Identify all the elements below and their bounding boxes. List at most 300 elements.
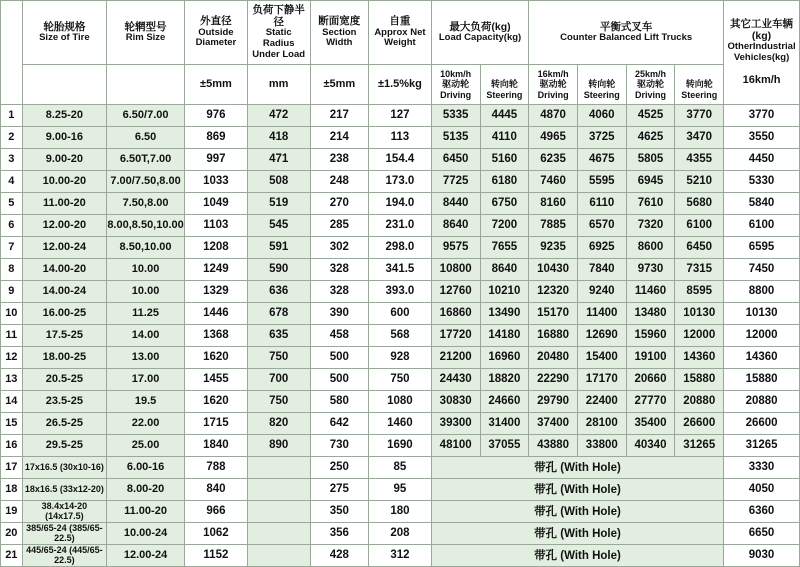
cell-tyre-size: 17x16.5 (30x10-16) — [22, 456, 106, 478]
cell-load-16-steering: 17170 — [577, 368, 626, 390]
cell-section-width: 730 — [310, 434, 368, 456]
cell-load-16-driving: 10430 — [529, 258, 578, 280]
cell-load-10-driving: 6450 — [431, 148, 480, 170]
header-rim-size: 轮辋型号 Rim Size — [107, 1, 185, 65]
row-index: 14 — [1, 390, 23, 412]
cell-load-10-steering: 4110 — [480, 126, 529, 148]
cell-section-width: 238 — [310, 148, 368, 170]
table-row — [1, 478, 800, 500]
cell-rim-size: 11.25 — [107, 302, 185, 324]
cell-load-25-steering: 14360 — [675, 346, 724, 368]
cell-outside-diameter: 840 — [185, 478, 248, 500]
cell-section-width: 270 — [310, 192, 368, 214]
row-index: 9 — [1, 280, 23, 302]
cell-outside-diameter: 1446 — [185, 302, 248, 324]
unit-cb-25kmh-steering: 转向轮 Steering — [675, 64, 724, 104]
cell-load-25-steering: 10130 — [675, 302, 724, 324]
cell-static-radius — [247, 522, 310, 544]
cell-section-width: 350 — [310, 500, 368, 522]
cell-tyre-size: 23.5-25 — [22, 390, 106, 412]
cell-net-weight: 173.0 — [369, 170, 432, 192]
cell-load-10-steering: 14180 — [480, 324, 529, 346]
cell-section-width: 356 — [310, 522, 368, 544]
cell-tyre-size: 12.00-24 — [22, 236, 106, 258]
cell-section-width: 428 — [310, 544, 368, 566]
cell-load-25-driving: 5805 — [626, 148, 675, 170]
cell-load-16-driving: 20480 — [529, 346, 578, 368]
cell-rim-size: 7.00/7.50,8.00 — [107, 170, 185, 192]
table-row — [1, 412, 800, 434]
cell-other-industrial: 20880 — [724, 390, 800, 412]
cell-net-weight: 928 — [369, 346, 432, 368]
cell-load-10-steering: 37055 — [480, 434, 529, 456]
table-body — [1, 104, 800, 566]
cell-outside-diameter: 1033 — [185, 170, 248, 192]
cell-tyre-size: 18.00-25 — [22, 346, 106, 368]
cell-tyre-size: 9.00-20 — [22, 148, 106, 170]
cell-load-16-driving: 29790 — [529, 390, 578, 412]
cell-other-industrial: 6595 — [724, 236, 800, 258]
row-index: 15 — [1, 412, 23, 434]
cell-tyre-size: 17.5-25 — [22, 324, 106, 346]
table-row — [1, 104, 800, 126]
cell-load-10-driving: 9575 — [431, 236, 480, 258]
table-row — [1, 522, 800, 544]
cell-static-radius — [247, 500, 310, 522]
cell-rim-size: 11.00-20 — [107, 500, 185, 522]
cell-load-25-driving: 7610 — [626, 192, 675, 214]
table-row — [1, 170, 800, 192]
cell-tyre-size: 18x16.5 (33x12-20) — [22, 478, 106, 500]
cell-load-16-driving: 7885 — [529, 214, 578, 236]
row-index: 20 — [1, 522, 23, 544]
cell-tyre-size: 8.25-20 — [22, 104, 106, 126]
cell-rim-size: 22.00 — [107, 412, 185, 434]
cell-rim-size: 6.50 — [107, 126, 185, 148]
cell-load-10-steering: 31400 — [480, 412, 529, 434]
row-index: 2 — [1, 126, 23, 148]
table-row — [1, 280, 800, 302]
cell-load-10-steering: 18820 — [480, 368, 529, 390]
table-row — [1, 214, 800, 236]
cell-load-16-driving: 22290 — [529, 368, 578, 390]
cell-load-16-driving: 8160 — [529, 192, 578, 214]
cell-other-industrial: 6100 — [724, 214, 800, 236]
cell-static-radius: 471 — [247, 148, 310, 170]
cell-section-width: 328 — [310, 280, 368, 302]
cell-tyre-size: 20.5-25 — [22, 368, 106, 390]
cell-rim-size: 10.00-24 — [107, 522, 185, 544]
cell-net-weight: 85 — [369, 456, 432, 478]
cell-load-25-steering: 26600 — [675, 412, 724, 434]
cell-static-radius: 591 — [247, 236, 310, 258]
cell-static-radius: 750 — [247, 346, 310, 368]
cell-load-16-driving: 16880 — [529, 324, 578, 346]
table-row — [1, 544, 800, 566]
cell-static-radius: 519 — [247, 192, 310, 214]
cell-static-radius: 590 — [247, 258, 310, 280]
cell-other-industrial: 8800 — [724, 280, 800, 302]
cell-load-16-steering: 28100 — [577, 412, 626, 434]
cell-net-weight: 1460 — [369, 412, 432, 434]
cell-outside-diameter: 1062 — [185, 522, 248, 544]
row-index: 5 — [1, 192, 23, 214]
cell-load-10-steering: 24660 — [480, 390, 529, 412]
cell-load-25-steering: 6450 — [675, 236, 724, 258]
cell-section-width: 250 — [310, 456, 368, 478]
cell-outside-diameter: 1208 — [185, 236, 248, 258]
cell-net-weight: 600 — [369, 302, 432, 324]
cell-load-25-steering: 15880 — [675, 368, 724, 390]
cell-tyre-size: 10.00-20 — [22, 170, 106, 192]
cell-static-radius: 472 — [247, 104, 310, 126]
cell-load-25-driving: 40340 — [626, 434, 675, 456]
cell-load-16-steering: 15400 — [577, 346, 626, 368]
cell-load-25-steering: 6100 — [675, 214, 724, 236]
cell-section-width: 275 — [310, 478, 368, 500]
cell-rim-size: 6.00-16 — [107, 456, 185, 478]
cell-static-radius: 545 — [247, 214, 310, 236]
cell-load-25-driving: 11460 — [626, 280, 675, 302]
cell-tyre-size: 26.5-25 — [22, 412, 106, 434]
cell-other-industrial: 3330 — [724, 456, 800, 478]
cell-load-16-driving: 4870 — [529, 104, 578, 126]
table-row — [1, 390, 800, 412]
cell-static-radius: 820 — [247, 412, 310, 434]
cell-tyre-size: 29.5-25 — [22, 434, 106, 456]
cell-load-16-steering: 3725 — [577, 126, 626, 148]
cell-load-25-steering: 3770 — [675, 104, 724, 126]
cell-outside-diameter: 1329 — [185, 280, 248, 302]
cell-other-industrial: 15880 — [724, 368, 800, 390]
cell-static-radius: 418 — [247, 126, 310, 148]
cell-load-16-steering: 22400 — [577, 390, 626, 412]
cell-load-16-driving: 9235 — [529, 236, 578, 258]
header-load-capacity: 最大负荷(kg) Load Capacity(kg) — [431, 1, 528, 65]
cell-load-25-driving: 27770 — [626, 390, 675, 412]
cell-section-width: 302 — [310, 236, 368, 258]
row-index: 21 — [1, 544, 23, 566]
cell-load-25-steering: 4355 — [675, 148, 724, 170]
cell-load-25-driving: 15960 — [626, 324, 675, 346]
cell-load-16-driving: 6235 — [529, 148, 578, 170]
cell-load-10-steering: 6750 — [480, 192, 529, 214]
cell-with-hole: 带孔 (With Hole) — [431, 456, 723, 478]
unit-cb-16kmh-driving: 16km/h 驱动轮 Driving — [529, 64, 578, 104]
unit-load-10kmh-driving: 10km/h 驱动轮 Driving — [431, 64, 480, 104]
cell-static-radius: 636 — [247, 280, 310, 302]
cell-section-width: 285 — [310, 214, 368, 236]
unit-tyre — [22, 64, 106, 104]
unit-net-weight: ±1.5%kg — [369, 64, 432, 104]
cell-rim-size: 7.50,8.00 — [107, 192, 185, 214]
cell-with-hole: 带孔 (With Hole) — [431, 522, 723, 544]
cell-load-10-driving: 17720 — [431, 324, 480, 346]
cell-other-industrial: 4050 — [724, 478, 800, 500]
cell-tyre-size: 38.4x14-20 (14x17.5) — [22, 500, 106, 522]
cell-other-industrial: 10130 — [724, 302, 800, 324]
cell-load-16-driving: 43880 — [529, 434, 578, 456]
cell-load-16-steering: 4060 — [577, 104, 626, 126]
cell-load-16-steering: 7840 — [577, 258, 626, 280]
unit-cb-25kmh-driving: 25km/h 驱动轮 Driving — [626, 64, 675, 104]
cell-load-25-steering: 20880 — [675, 390, 724, 412]
cell-outside-diameter: 1152 — [185, 544, 248, 566]
cell-other-industrial: 26600 — [724, 412, 800, 434]
cell-load-10-driving: 8440 — [431, 192, 480, 214]
table-row — [1, 500, 800, 522]
cell-section-width: 580 — [310, 390, 368, 412]
unit-static-radius: mm — [247, 64, 310, 104]
header-index — [1, 1, 23, 105]
row-index: 12 — [1, 346, 23, 368]
cell-load-10-steering: 13490 — [480, 302, 529, 324]
cell-outside-diameter: 1368 — [185, 324, 248, 346]
row-index: 4 — [1, 170, 23, 192]
cell-static-radius — [247, 544, 310, 566]
row-index: 19 — [1, 500, 23, 522]
cell-load-10-driving: 21200 — [431, 346, 480, 368]
cell-load-25-driving: 13480 — [626, 302, 675, 324]
cell-net-weight: 113 — [369, 126, 432, 148]
cell-load-10-driving: 12760 — [431, 280, 480, 302]
header-outside-diameter: 外直径 Outside Diameter — [185, 1, 248, 65]
cell-load-10-driving: 39300 — [431, 412, 480, 434]
cell-section-width: 458 — [310, 324, 368, 346]
cell-load-16-steering: 6570 — [577, 214, 626, 236]
table-row — [1, 126, 800, 148]
table-row — [1, 236, 800, 258]
cell-tyre-size: 11.00-20 — [22, 192, 106, 214]
cell-load-16-steering: 9240 — [577, 280, 626, 302]
cell-static-radius: 750 — [247, 390, 310, 412]
row-index: 7 — [1, 236, 23, 258]
cell-rim-size: 10.00 — [107, 258, 185, 280]
cell-outside-diameter: 1049 — [185, 192, 248, 214]
cell-rim-size: 17.00 — [107, 368, 185, 390]
cell-net-weight: 208 — [369, 522, 432, 544]
cell-load-25-driving: 4625 — [626, 126, 675, 148]
cell-rim-size: 19.5 — [107, 390, 185, 412]
row-index: 11 — [1, 324, 23, 346]
cell-net-weight: 180 — [369, 500, 432, 522]
cell-with-hole: 带孔 (With Hole) — [431, 544, 723, 566]
cell-rim-size: 8.00,8.50,10.00 — [107, 214, 185, 236]
cell-load-25-driving: 6945 — [626, 170, 675, 192]
cell-load-10-steering: 7655 — [480, 236, 529, 258]
cell-load-16-driving: 7460 — [529, 170, 578, 192]
cell-rim-size: 12.00-24 — [107, 544, 185, 566]
cell-load-25-driving: 4525 — [626, 104, 675, 126]
cell-load-10-driving: 10800 — [431, 258, 480, 280]
cell-tyre-size: 16.00-25 — [22, 302, 106, 324]
cell-load-10-driving: 5335 — [431, 104, 480, 126]
row-index: 18 — [1, 478, 23, 500]
table-row — [1, 368, 800, 390]
cell-net-weight: 750 — [369, 368, 432, 390]
cell-section-width: 500 — [310, 368, 368, 390]
cell-other-industrial: 5840 — [724, 192, 800, 214]
header-tyre-size: 轮胎规格 Size of Tire — [22, 1, 106, 65]
cell-load-10-steering: 8640 — [480, 258, 529, 280]
cell-load-25-driving: 19100 — [626, 346, 675, 368]
header-row-units — [1, 64, 800, 104]
cell-static-radius: 508 — [247, 170, 310, 192]
cell-load-16-steering: 11400 — [577, 302, 626, 324]
cell-load-16-driving: 15170 — [529, 302, 578, 324]
cell-load-10-steering: 5160 — [480, 148, 529, 170]
cell-outside-diameter: 869 — [185, 126, 248, 148]
cell-load-10-steering: 6180 — [480, 170, 529, 192]
cell-tyre-size: 9.00-16 — [22, 126, 106, 148]
cell-load-16-steering: 33800 — [577, 434, 626, 456]
table-row — [1, 148, 800, 170]
cell-outside-diameter: 1455 — [185, 368, 248, 390]
row-index: 16 — [1, 434, 23, 456]
cell-static-radius: 890 — [247, 434, 310, 456]
row-index: 10 — [1, 302, 23, 324]
cell-load-25-steering: 31265 — [675, 434, 724, 456]
cell-other-industrial: 6360 — [724, 500, 800, 522]
header-other-industrial: 其它工业车辆(kg) OtherIndustrial Vehicles(kg) 16km/h — [724, 1, 800, 105]
cell-with-hole: 带孔 (With Hole) — [431, 500, 723, 522]
cell-static-radius: 635 — [247, 324, 310, 346]
table-row — [1, 346, 800, 368]
cell-load-25-driving: 8600 — [626, 236, 675, 258]
cell-outside-diameter: 1103 — [185, 214, 248, 236]
cell-load-25-driving: 7320 — [626, 214, 675, 236]
header-row-titles — [1, 1, 800, 65]
cell-load-16-steering: 12690 — [577, 324, 626, 346]
cell-section-width: 214 — [310, 126, 368, 148]
cell-static-radius — [247, 478, 310, 500]
cell-section-width: 217 — [310, 104, 368, 126]
cell-net-weight: 1080 — [369, 390, 432, 412]
cell-load-10-driving: 8640 — [431, 214, 480, 236]
cell-net-weight: 95 — [369, 478, 432, 500]
cell-rim-size: 14.00 — [107, 324, 185, 346]
cell-load-25-steering: 12000 — [675, 324, 724, 346]
cell-section-width: 248 — [310, 170, 368, 192]
unit-outside-diameter: ±5mm — [185, 64, 248, 104]
cell-rim-size: 6.50/7.00 — [107, 104, 185, 126]
cell-section-width: 500 — [310, 346, 368, 368]
cell-outside-diameter: 1249 — [185, 258, 248, 280]
table-row — [1, 324, 800, 346]
cell-net-weight: 154.4 — [369, 148, 432, 170]
cell-other-industrial: 9030 — [724, 544, 800, 566]
cell-outside-diameter: 1620 — [185, 390, 248, 412]
cell-rim-size: 8.00-20 — [107, 478, 185, 500]
cell-net-weight: 298.0 — [369, 236, 432, 258]
cell-tyre-size: 14.00-20 — [22, 258, 106, 280]
cell-load-25-steering: 7315 — [675, 258, 724, 280]
table-row — [1, 258, 800, 280]
cell-section-width: 642 — [310, 412, 368, 434]
cell-tyre-size: 12.00-20 — [22, 214, 106, 236]
cell-other-industrial: 7450 — [724, 258, 800, 280]
header-counter-balanced: 平衡式叉车 Counter Balanced Lift Trucks — [529, 1, 724, 65]
row-index: 17 — [1, 456, 23, 478]
cell-load-16-driving: 12320 — [529, 280, 578, 302]
cell-tyre-size: 385/65-24 (385/65-22.5) — [22, 522, 106, 544]
cell-rim-size: 6.50T,7.00 — [107, 148, 185, 170]
cell-rim-size: 25.00 — [107, 434, 185, 456]
cell-load-25-driving: 20660 — [626, 368, 675, 390]
cell-static-radius — [247, 456, 310, 478]
cell-tyre-size: 445/65-24 (445/65-22.5) — [22, 544, 106, 566]
cell-load-16-steering: 4675 — [577, 148, 626, 170]
cell-with-hole: 带孔 (With Hole) — [431, 478, 723, 500]
cell-load-10-driving: 5135 — [431, 126, 480, 148]
cell-other-industrial: 6650 — [724, 522, 800, 544]
cell-outside-diameter: 1620 — [185, 346, 248, 368]
unit-section-width: ±5mm — [310, 64, 368, 104]
cell-net-weight: 393.0 — [369, 280, 432, 302]
cell-tyre-size: 14.00-24 — [22, 280, 106, 302]
cell-load-10-steering: 7200 — [480, 214, 529, 236]
cell-outside-diameter: 1715 — [185, 412, 248, 434]
cell-load-25-steering: 5210 — [675, 170, 724, 192]
cell-load-10-driving: 7725 — [431, 170, 480, 192]
cell-section-width: 390 — [310, 302, 368, 324]
cell-load-10-driving: 30830 — [431, 390, 480, 412]
cell-net-weight: 341.5 — [369, 258, 432, 280]
cell-outside-diameter: 788 — [185, 456, 248, 478]
cell-rim-size: 8.50,10.00 — [107, 236, 185, 258]
unit-load-10kmh-steering: 转向轮 Steering — [480, 64, 529, 104]
row-index: 3 — [1, 148, 23, 170]
cell-rim-size: 13.00 — [107, 346, 185, 368]
cell-load-25-steering: 8595 — [675, 280, 724, 302]
cell-load-10-driving: 48100 — [431, 434, 480, 456]
row-index: 13 — [1, 368, 23, 390]
cell-net-weight: 1690 — [369, 434, 432, 456]
cell-load-10-steering: 10210 — [480, 280, 529, 302]
cell-net-weight: 312 — [369, 544, 432, 566]
row-index: 8 — [1, 258, 23, 280]
cell-other-industrial: 5330 — [724, 170, 800, 192]
cell-net-weight: 568 — [369, 324, 432, 346]
cell-load-16-steering: 6110 — [577, 192, 626, 214]
cell-load-16-driving: 4965 — [529, 126, 578, 148]
unit-rim — [107, 64, 185, 104]
cell-load-16-steering: 5595 — [577, 170, 626, 192]
cell-rim-size: 10.00 — [107, 280, 185, 302]
cell-load-10-steering: 16960 — [480, 346, 529, 368]
cell-net-weight: 231.0 — [369, 214, 432, 236]
cell-outside-diameter: 966 — [185, 500, 248, 522]
cell-load-10-driving: 24430 — [431, 368, 480, 390]
cell-section-width: 328 — [310, 258, 368, 280]
cell-load-10-steering: 4445 — [480, 104, 529, 126]
cell-other-industrial: 14360 — [724, 346, 800, 368]
table-row — [1, 434, 800, 456]
header-section-width: 断面宽度 Section Width — [310, 1, 368, 65]
cell-outside-diameter: 997 — [185, 148, 248, 170]
cell-load-25-driving: 9730 — [626, 258, 675, 280]
header-static-radius: 负荷下静半径 Static Radius Under Load — [247, 1, 310, 65]
cell-load-25-steering: 3470 — [675, 126, 724, 148]
table-row — [1, 192, 800, 214]
cell-net-weight: 127 — [369, 104, 432, 126]
cell-outside-diameter: 976 — [185, 104, 248, 126]
cell-load-16-steering: 6925 — [577, 236, 626, 258]
table-row — [1, 456, 800, 478]
cell-other-industrial: 3770 — [724, 104, 800, 126]
cell-other-industrial: 12000 — [724, 324, 800, 346]
cell-load-25-driving: 35400 — [626, 412, 675, 434]
